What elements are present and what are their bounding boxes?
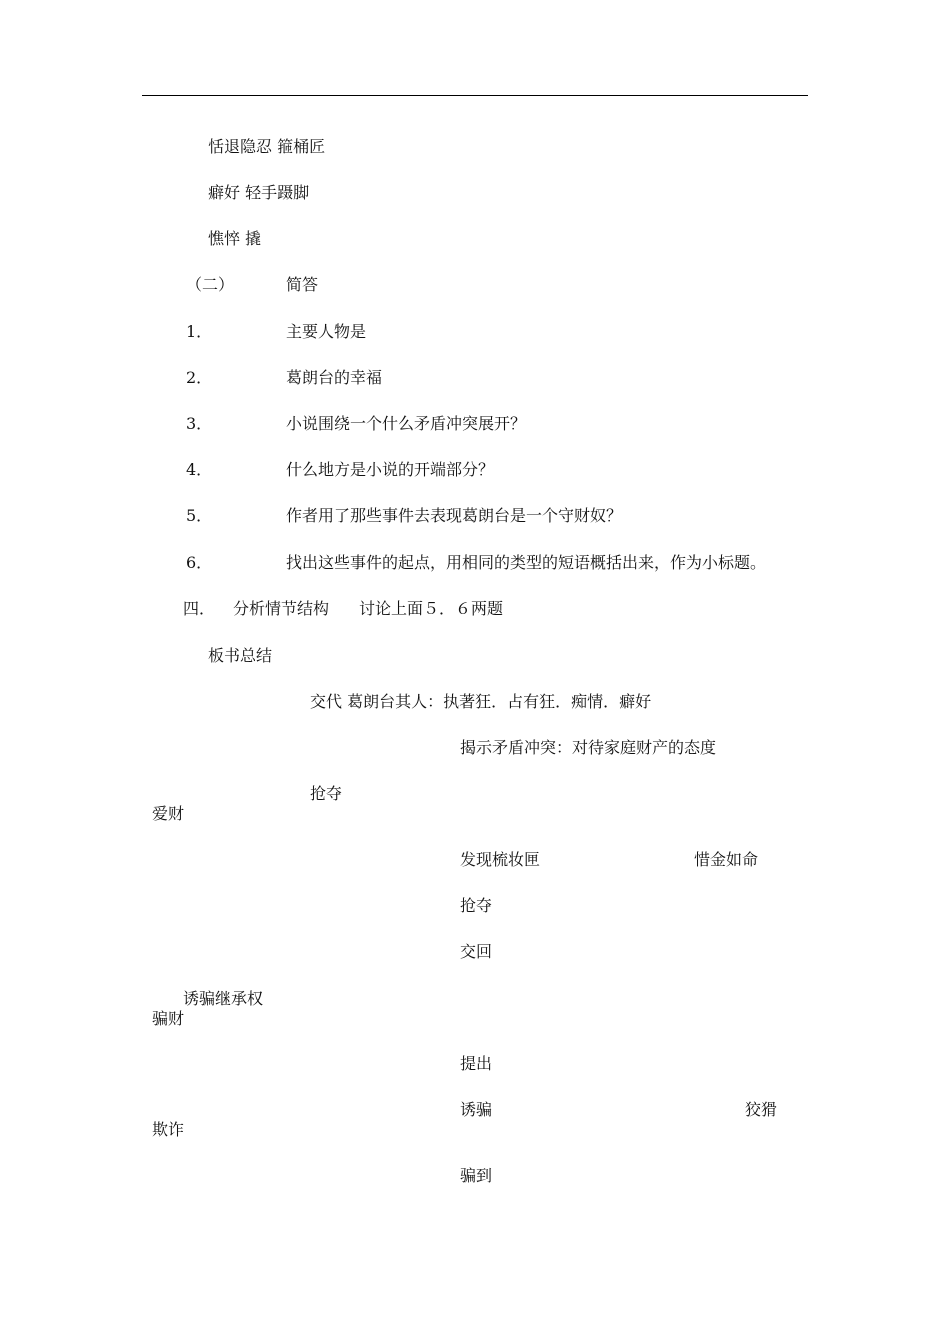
section-2-title: 简答 <box>286 275 319 294</box>
board-grab: 抢夺 <box>310 784 343 803</box>
board-love-money: 爱财 <box>152 804 185 823</box>
question-3: 小说围绕一个什么矛盾冲突展开？ <box>286 414 527 433</box>
section-4-note: 讨论上面５．６两题 <box>359 599 504 618</box>
board-inherit: 诱骗继承权 <box>183 989 264 1008</box>
question-2-number: 2． <box>186 368 213 387</box>
board-return: 交回 <box>460 942 493 961</box>
board-grab-2: 抢夺 <box>460 896 493 915</box>
question-4-number: 4． <box>186 460 213 479</box>
board-found-box: 发现梳妆匣 <box>460 850 541 869</box>
section-2-number: （二） <box>186 275 235 294</box>
board-deceive: 欺诈 <box>152 1120 185 1139</box>
header-rule <box>142 95 808 96</box>
question-3-number: 3． <box>186 414 213 433</box>
vocab-line-3: 憔悴 撬 <box>208 229 262 248</box>
section-4-number: 四． <box>183 599 216 618</box>
board-intro: 交代 葛朗台其人：执著狂．占有狂．痴情．癖好 <box>310 692 652 711</box>
question-2: 葛朗台的幸福 <box>286 368 383 387</box>
board-cheat-money: 骗财 <box>152 1009 185 1028</box>
question-6: 找出这些事件的起点，用相同的类型的短语概括出来，作为小标题。 <box>286 553 767 572</box>
board-got: 骗到 <box>460 1166 493 1185</box>
vocab-line-1: 恬退隐忍 箍桶匠 <box>208 137 326 156</box>
question-1: 主要人物是 <box>286 322 367 341</box>
board-propose: 提出 <box>460 1054 493 1073</box>
board-conflict: 揭示矛盾冲突：对待家庭财产的态度 <box>460 738 717 757</box>
question-1-number: 1． <box>186 322 213 341</box>
board-cunning: 狡猾 <box>745 1100 778 1119</box>
board-summary-title: 板书总结 <box>208 646 273 665</box>
board-cherish-gold: 惜金如命 <box>694 850 759 869</box>
question-4: 什么地方是小说的开端部分？ <box>286 460 495 479</box>
question-5: 作者用了那些事件去表现葛朗台是一个守财奴？ <box>286 506 623 525</box>
question-5-number: 5． <box>186 506 213 525</box>
section-4-title: 分析情节结构 <box>233 599 330 618</box>
vocab-line-2: 癖好 轻手蹑脚 <box>208 183 310 202</box>
board-lure: 诱骗 <box>460 1100 493 1119</box>
question-6-number: 6． <box>186 553 213 572</box>
